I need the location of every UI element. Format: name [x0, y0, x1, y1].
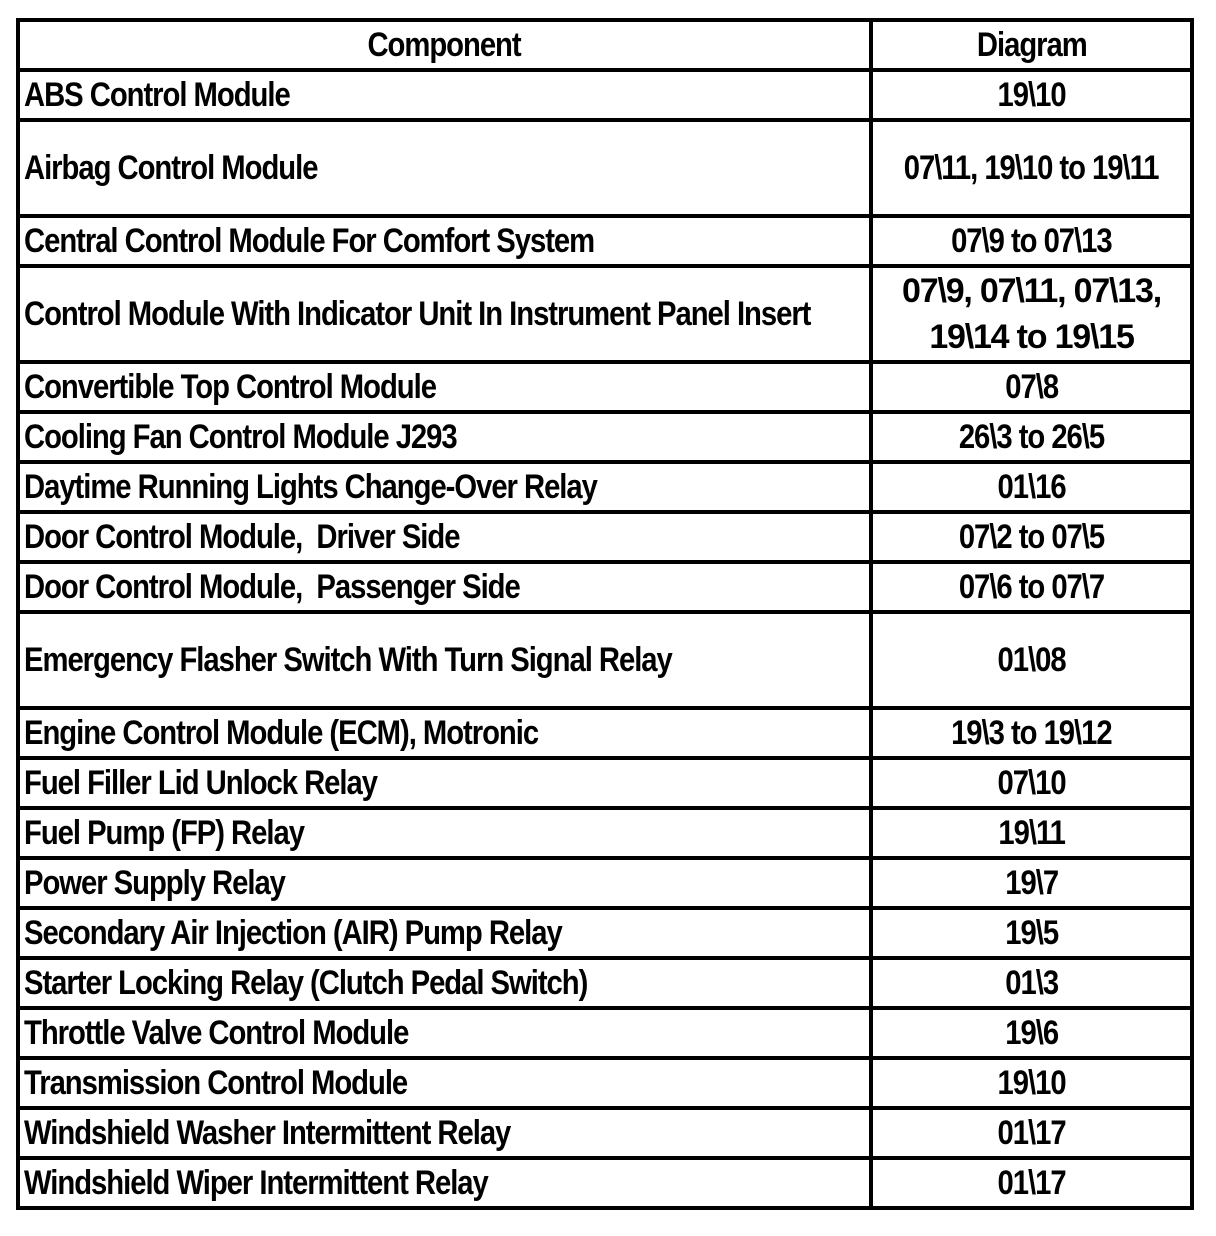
diagram-cell: 19\6 — [871, 1008, 1192, 1058]
diagram-cell: 01\16 — [871, 462, 1192, 512]
component-cell: Daytime Running Lights Change-Over Relay — [18, 462, 871, 512]
component-diagram-table-wrapper — [16, 18, 1192, 1210]
component-column-header: Component — [18, 20, 871, 70]
diagram-cell: 07\10 — [871, 758, 1192, 808]
table-row — [18, 612, 1192, 708]
table-row — [18, 362, 1192, 412]
table-row — [18, 808, 1192, 858]
table-row — [18, 1008, 1192, 1058]
component-cell: Central Control Module For Comfort System — [18, 216, 871, 266]
diagram-column-header: Diagram — [871, 20, 1192, 70]
component-diagram-table — [16, 18, 1194, 1210]
diagram-cell: 19\11 — [871, 808, 1192, 858]
table-row — [18, 216, 1192, 266]
diagram-cell: 01\3 — [871, 958, 1192, 1008]
diagram-cell: 19\7 — [871, 858, 1192, 908]
diagram-cell: 19\10 — [871, 70, 1192, 120]
table-row — [18, 462, 1192, 512]
table-row — [18, 1108, 1192, 1158]
component-cell: Control Module With Indicator Unit In Instrument Panel Insert — [18, 266, 871, 362]
table-row — [18, 958, 1192, 1008]
diagram-cell: 07\9 to 07\13 — [871, 216, 1192, 266]
table-row — [18, 266, 1192, 362]
diagram-cell: 07\6 to 07\7 — [871, 562, 1192, 612]
diagram-cell: 01\17 — [871, 1158, 1192, 1208]
table-header-row — [18, 20, 1192, 70]
component-cell: Windshield Washer Intermittent Relay — [18, 1108, 871, 1158]
table-row — [18, 1158, 1192, 1208]
diagram-cell: 01\17 — [871, 1108, 1192, 1158]
table-row — [18, 120, 1192, 216]
table-row — [18, 412, 1192, 462]
component-cell: Convertible Top Control Module — [18, 362, 871, 412]
table-row — [18, 1058, 1192, 1108]
diagram-cell: 19\3 to 19\12 — [871, 708, 1192, 758]
component-cell: Windshield Wiper Intermittent Relay — [18, 1158, 871, 1208]
diagram-cell: 07\9, 07\11, 07\13, 19\14 to 19\15 — [871, 266, 1192, 362]
component-cell: Throttle Valve Control Module — [18, 1008, 871, 1058]
component-cell: Fuel Pump (FP) Relay — [18, 808, 871, 858]
component-cell: Transmission Control Module — [18, 1058, 871, 1108]
component-cell: Fuel Filler Lid Unlock Relay — [18, 758, 871, 808]
component-cell: Emergency Flasher Switch With Turn Signal Relay — [18, 612, 871, 708]
table-row — [18, 758, 1192, 808]
diagram-cell: 07\2 to 07\5 — [871, 512, 1192, 562]
table-row — [18, 708, 1192, 758]
component-cell: Door Control Module, Driver Side — [18, 512, 871, 562]
diagram-cell: 19\10 — [871, 1058, 1192, 1108]
component-cell: Door Control Module, Passenger Side — [18, 562, 871, 612]
component-cell: ABS Control Module — [18, 70, 871, 120]
diagram-cell: 19\5 — [871, 908, 1192, 958]
component-cell: Cooling Fan Control Module J293 — [18, 412, 871, 462]
table-row — [18, 512, 1192, 562]
diagram-cell: 07\11, 19\10 to 19\11 — [871, 120, 1192, 216]
table-row — [18, 908, 1192, 958]
diagram-cell: 01\08 — [871, 612, 1192, 708]
table-row — [18, 562, 1192, 612]
component-cell: Secondary Air Injection (AIR) Pump Relay — [18, 908, 871, 958]
component-cell: Engine Control Module (ECM), Motronic — [18, 708, 871, 758]
diagram-cell: 26\3 to 26\5 — [871, 412, 1192, 462]
component-cell: Power Supply Relay — [18, 858, 871, 908]
table-row — [18, 858, 1192, 908]
component-cell: Airbag Control Module — [18, 120, 871, 216]
diagram-cell: 07\8 — [871, 362, 1192, 412]
component-cell: Starter Locking Relay (Clutch Pedal Switch) — [18, 958, 871, 1008]
table-row — [18, 70, 1192, 120]
